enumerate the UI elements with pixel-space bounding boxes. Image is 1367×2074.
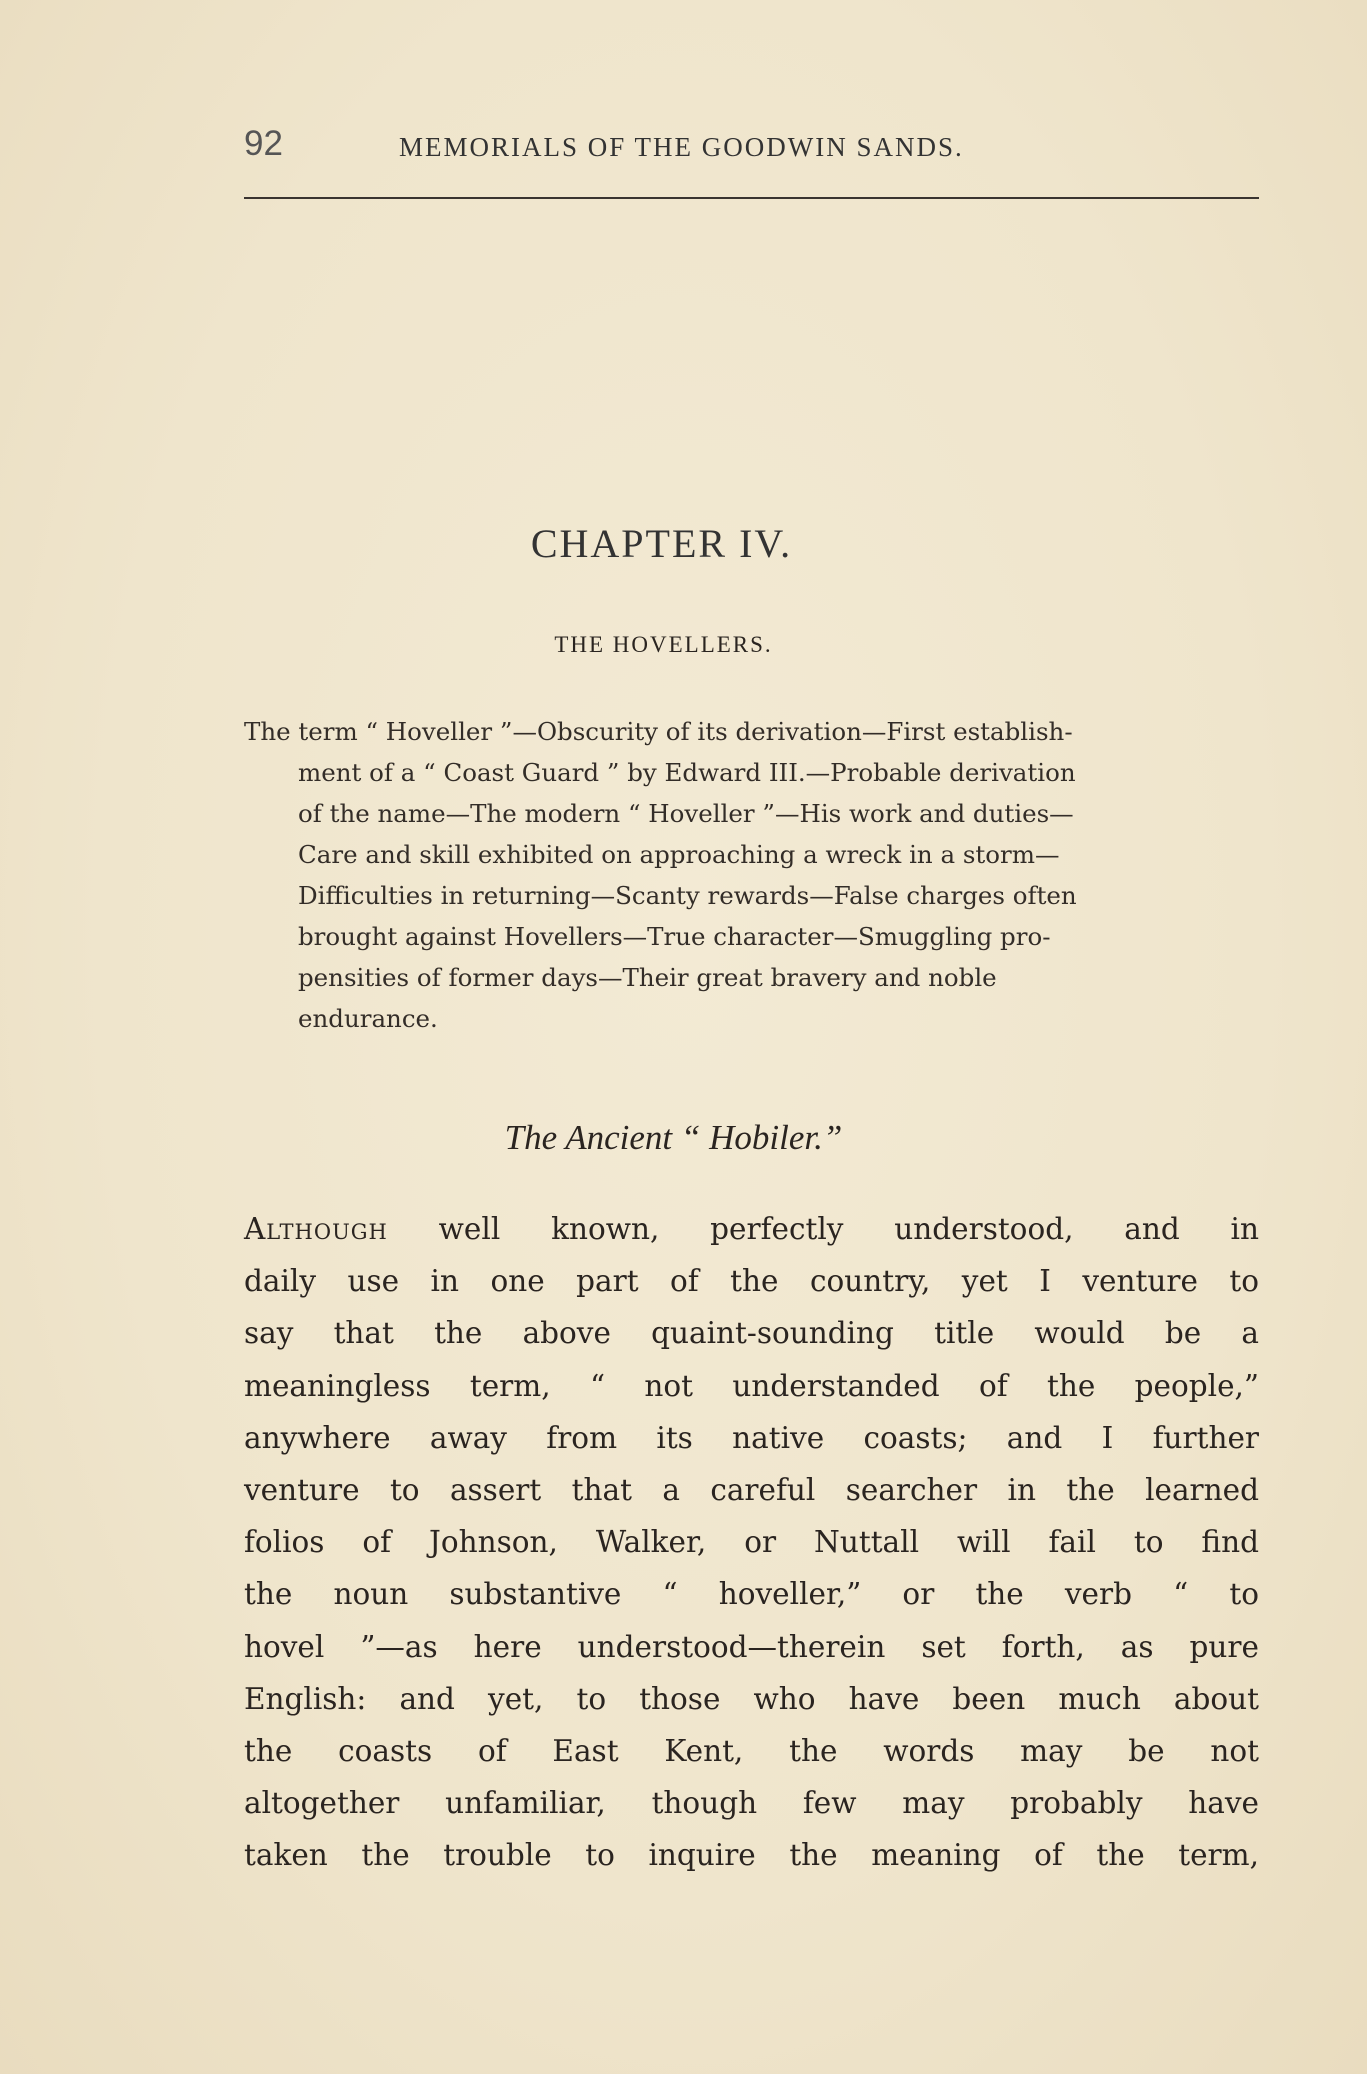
body-line: say that the above quaint-sounding title would be a [244, 1316, 1259, 1351]
body-line: venture to assert that a careful searcher in the learned [244, 1473, 1259, 1508]
synopsis-line: brought against Hovellers—True character—Smuggling pro- [298, 922, 1051, 951]
body-line: meaningless term, “ not understanded of the people,” [244, 1368, 1259, 1403]
synopsis-line: ment of a “ Coast Guard ” by Edward III.—Probable derivation [298, 758, 1076, 787]
chapter-synopsis [244, 711, 1259, 1039]
body-line: daily use in one part of the country, yet I venture to [244, 1264, 1259, 1299]
body-line: altogether unfamiliar, though few may probably have [244, 1786, 1259, 1821]
synopsis-line: of the name—The modern “ Hoveller ”—His work and duties— [298, 799, 1074, 828]
body-line [244, 1203, 1259, 1255]
chapter-subtitle: THE HOVELLERS. [554, 632, 773, 657]
body-line: English: and yet, to those who have been much about [244, 1681, 1259, 1716]
body-line: the noun substantive “ hoveller,” or the verb “ to [244, 1577, 1259, 1612]
body-line: hovel ”—as here understood—therein set forth, as pure [244, 1629, 1259, 1664]
running-head [244, 124, 1259, 174]
first-line-rest: well known, perfectly understood, and in [387, 1212, 1259, 1246]
body-line: folios of Johnson, Walker, or Nuttall will fail to find [244, 1525, 1259, 1560]
running-title: MEMORIALS OF THE GOODWIN SANDS. [399, 132, 964, 162]
body-line: the coasts of East Kent, the words may be not [244, 1734, 1259, 1769]
synopsis-line: Difficulties in returning—Scanty rewards—False charges often [298, 881, 1077, 910]
body-paragraph [244, 1203, 1259, 1882]
synopsis-line: endurance. [298, 1004, 438, 1033]
body-line: taken the trouble to inquire the meaning of the term, [244, 1838, 1259, 1873]
header-rule [244, 197, 1259, 199]
synopsis-line: pensities of former days—Their great bravery and noble [298, 963, 997, 992]
page-number: 92 [244, 124, 283, 163]
section-heading: The Ancient “ Hobiler.” [504, 1118, 843, 1157]
synopsis-line: The term “ Hoveller ”—Obscurity of its derivation—First establish- [244, 717, 1073, 746]
body-line: anywhere away from its native coasts; and I further [244, 1420, 1259, 1455]
synopsis-line: Care and skill exhibited on approaching a wreck in a storm— [298, 840, 1060, 869]
chapter-title: CHAPTER IV. [530, 521, 793, 566]
lead-word: Although [244, 1212, 388, 1246]
